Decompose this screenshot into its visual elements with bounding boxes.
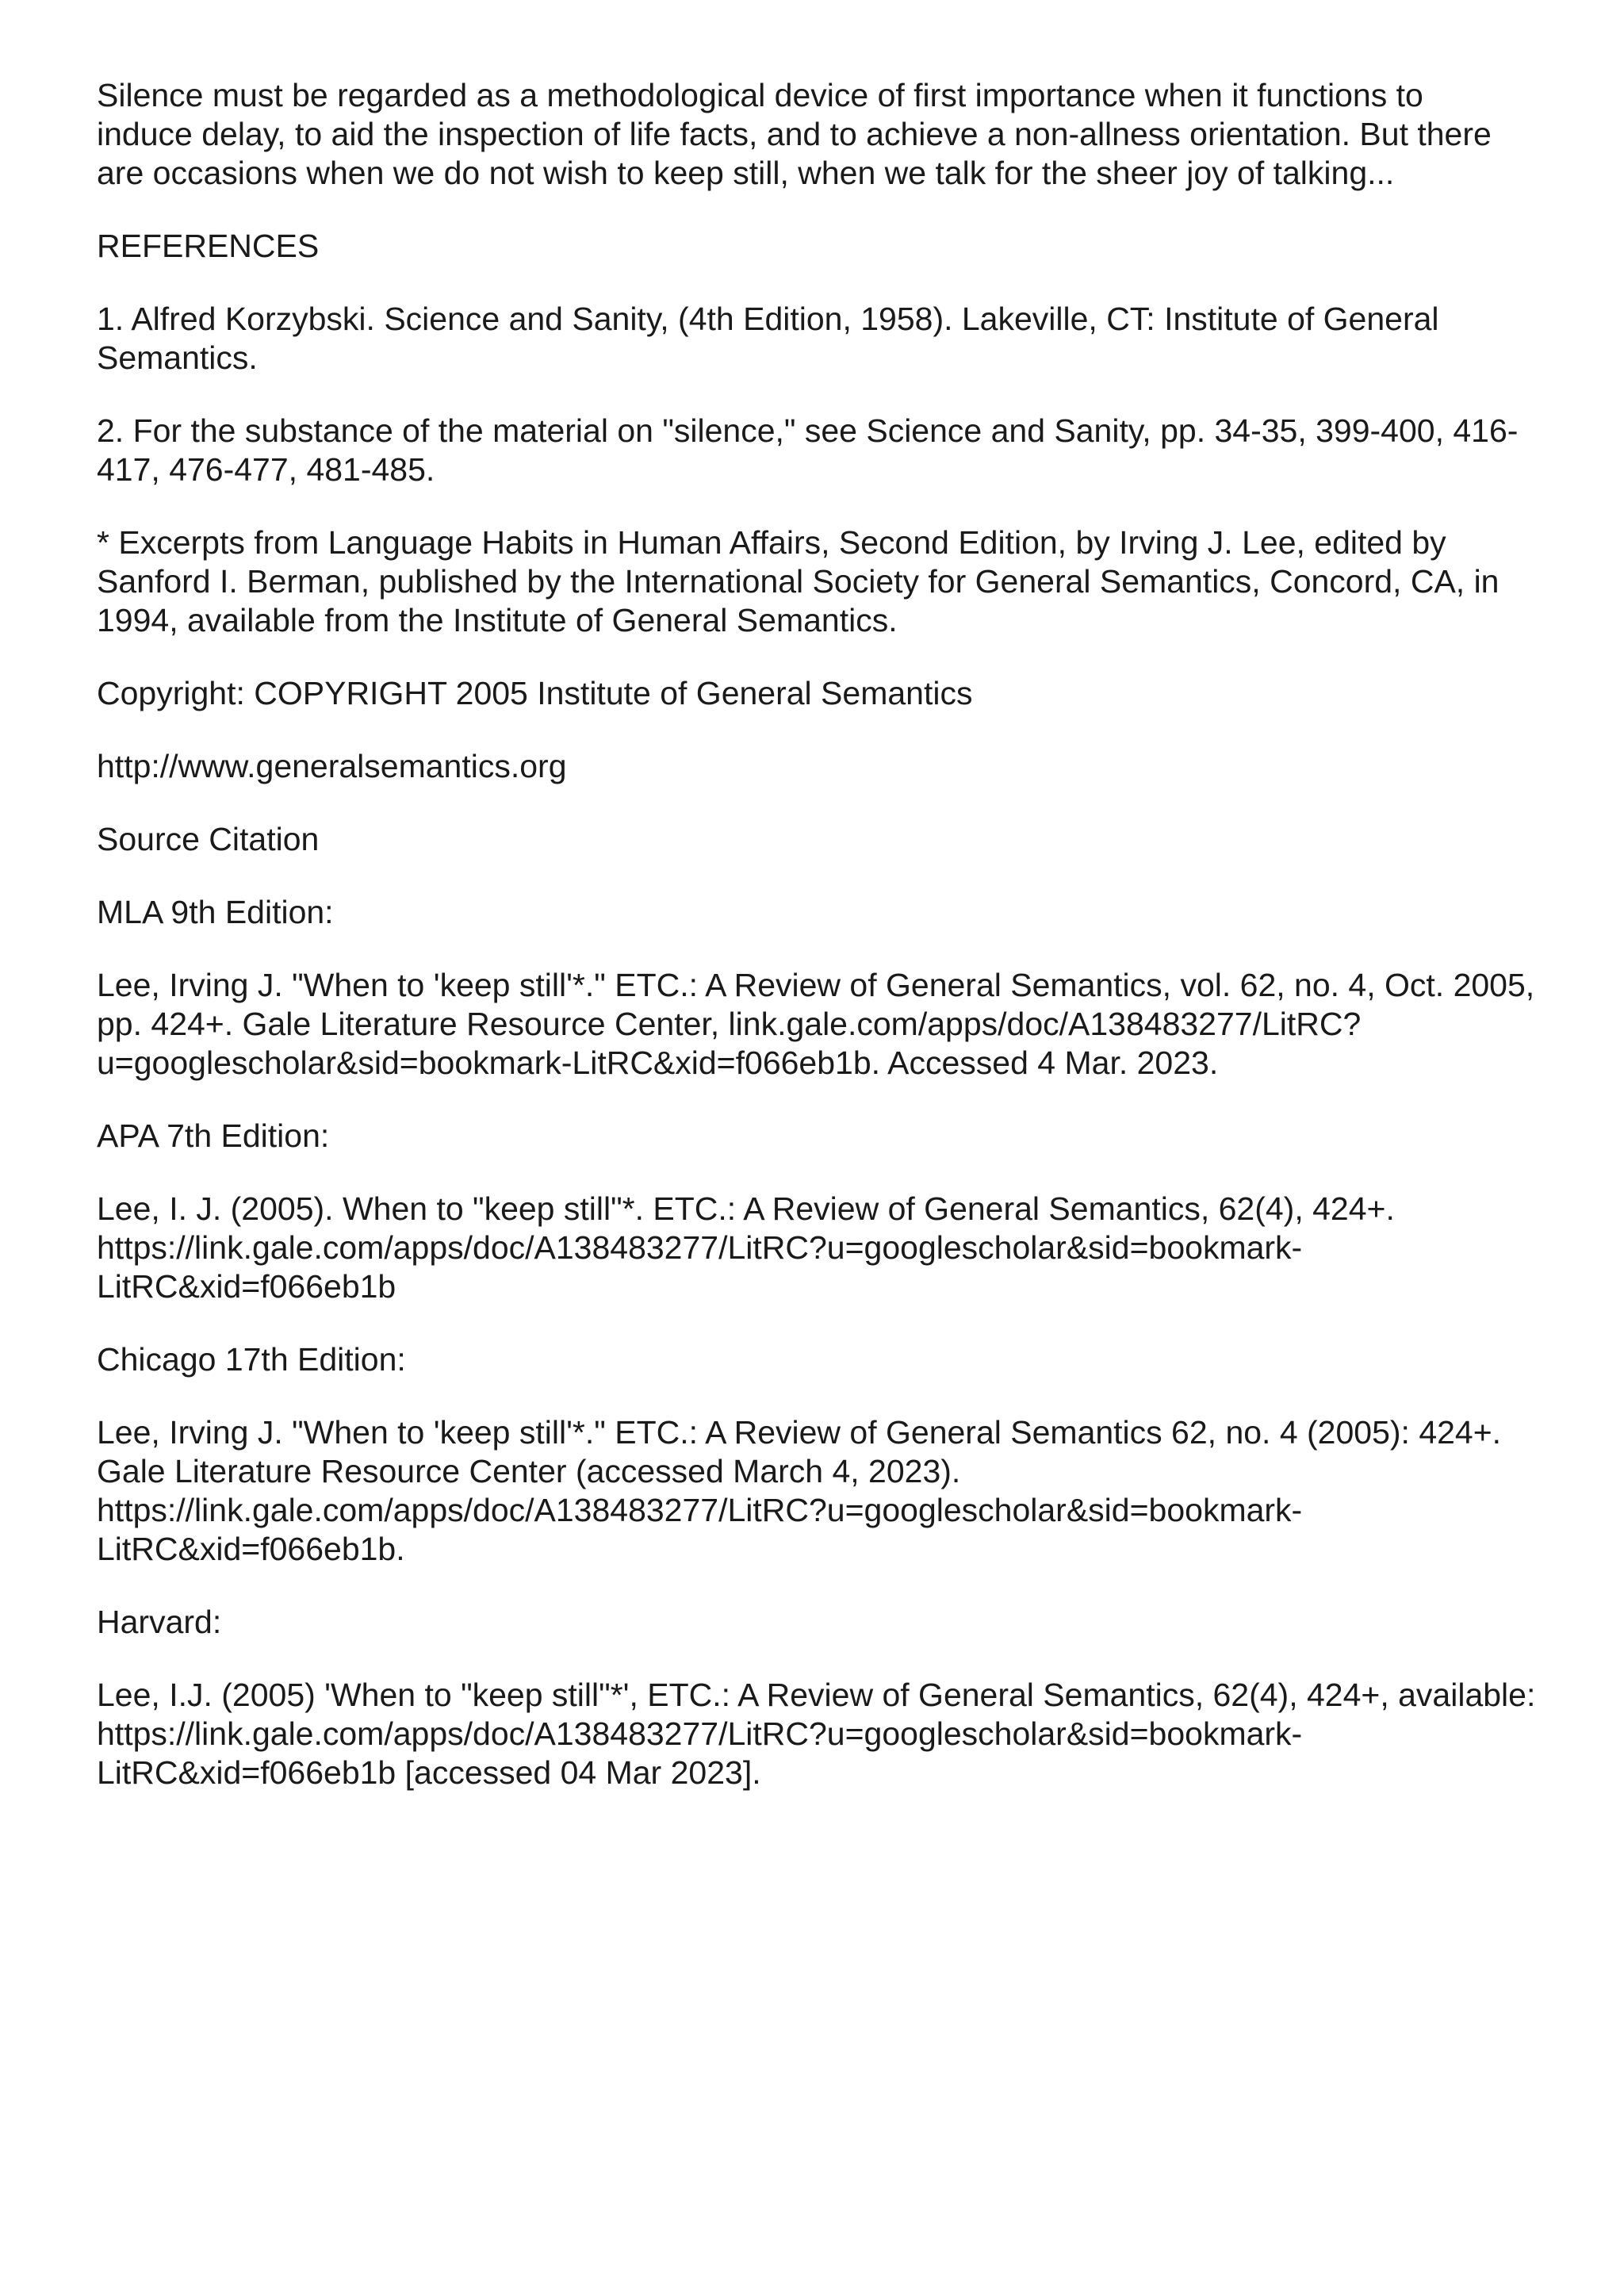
intro-paragraph: Silence must be regarded as a methodological device of first importance when it functions to induce delay, to aid the inspection of life facts, and to achieve a non-allness orientation. But there are occasions when we do not wish to keep still, when we talk for the sheer joy of talking... (97, 77, 1492, 191)
apa-citation: Lee, I. J. (2005). When to "keep still"*. ETC.: A Review of General Semantics, 62(4), 424+. https://link.gale.com/apps/doc/A138483277/LitRC?u=googlescholar&sid=bookmark- LitRC&xid=f066eb1b (97, 1190, 1395, 1305)
reference-1: 1. Alfred Korzybski. Science and Sanity, (4th Edition, 1958). Lakeville, CT: Institute of General Semantics. (97, 301, 1439, 376)
excerpt-note: * Excerpts from Language Habits in Human Affairs, Second Edition, by Irving J. Lee, edited by Sanford I. Berman, published by the International Society for General Semantics, Concord, CA, in 1994, available from the Institute of General Semantics. (97, 524, 1500, 638)
website-link[interactable]: http://www.generalsemantics.org (97, 748, 567, 784)
references-heading: REFERENCES (97, 228, 320, 264)
apa-heading: APA 7th Edition: (97, 1117, 330, 1154)
harvard-citation: Lee, I.J. (2005) 'When to "keep still"*', ETC.: A Review of General Semantics, 62(4), 424+, available: https://link.gale.com/apps/doc/A138483277/LitRC?u=googlescholar&sid=bookmark- LitRC&xid=f066eb1b [accessed 04 Mar 2023]. (97, 1677, 1536, 1791)
chicago-citation: Lee, Irving J. "When to 'keep still'*." ETC.: A Review of General Semantics 62, no. 4 (2005): 424+. Gale Literature Resource Center (accessed March 4, 2023). https://link.gale.com/apps/doc/A138483277/LitRC?u=googlescholar&sid=bookmark- LitRC&xid=f066eb1b. (97, 1414, 1502, 1567)
source-citation-heading: Source Citation (97, 821, 320, 857)
chicago-heading: Chicago 17th Edition: (97, 1341, 406, 1378)
harvard-heading: Harvard: (97, 1604, 222, 1640)
mla-heading: MLA 9th Edition: (97, 894, 334, 930)
mla-citation: Lee, Irving J. "When to 'keep still'*." ETC.: A Review of General Semantics, vol. 62, no. 4, Oct. 2005, pp. 424+. Gale Literature Resource Center, link.gale.com/apps/doc/A138483277/LitRC? u=googlescholar&sid=bookmark-LitRC&xid=f066eb1b. Accessed 4 Mar. 2023. (97, 967, 1535, 1081)
document-page (97, 76, 1540, 1826)
copyright-line: Copyright: COPYRIGHT 2005 Institute of General Semantics (97, 675, 973, 711)
reference-2: 2. For the substance of the material on "silence," see Science and Sanity, pp. 34-35, 399-400, 416- 417, 476-477, 481-485. (97, 412, 1519, 488)
